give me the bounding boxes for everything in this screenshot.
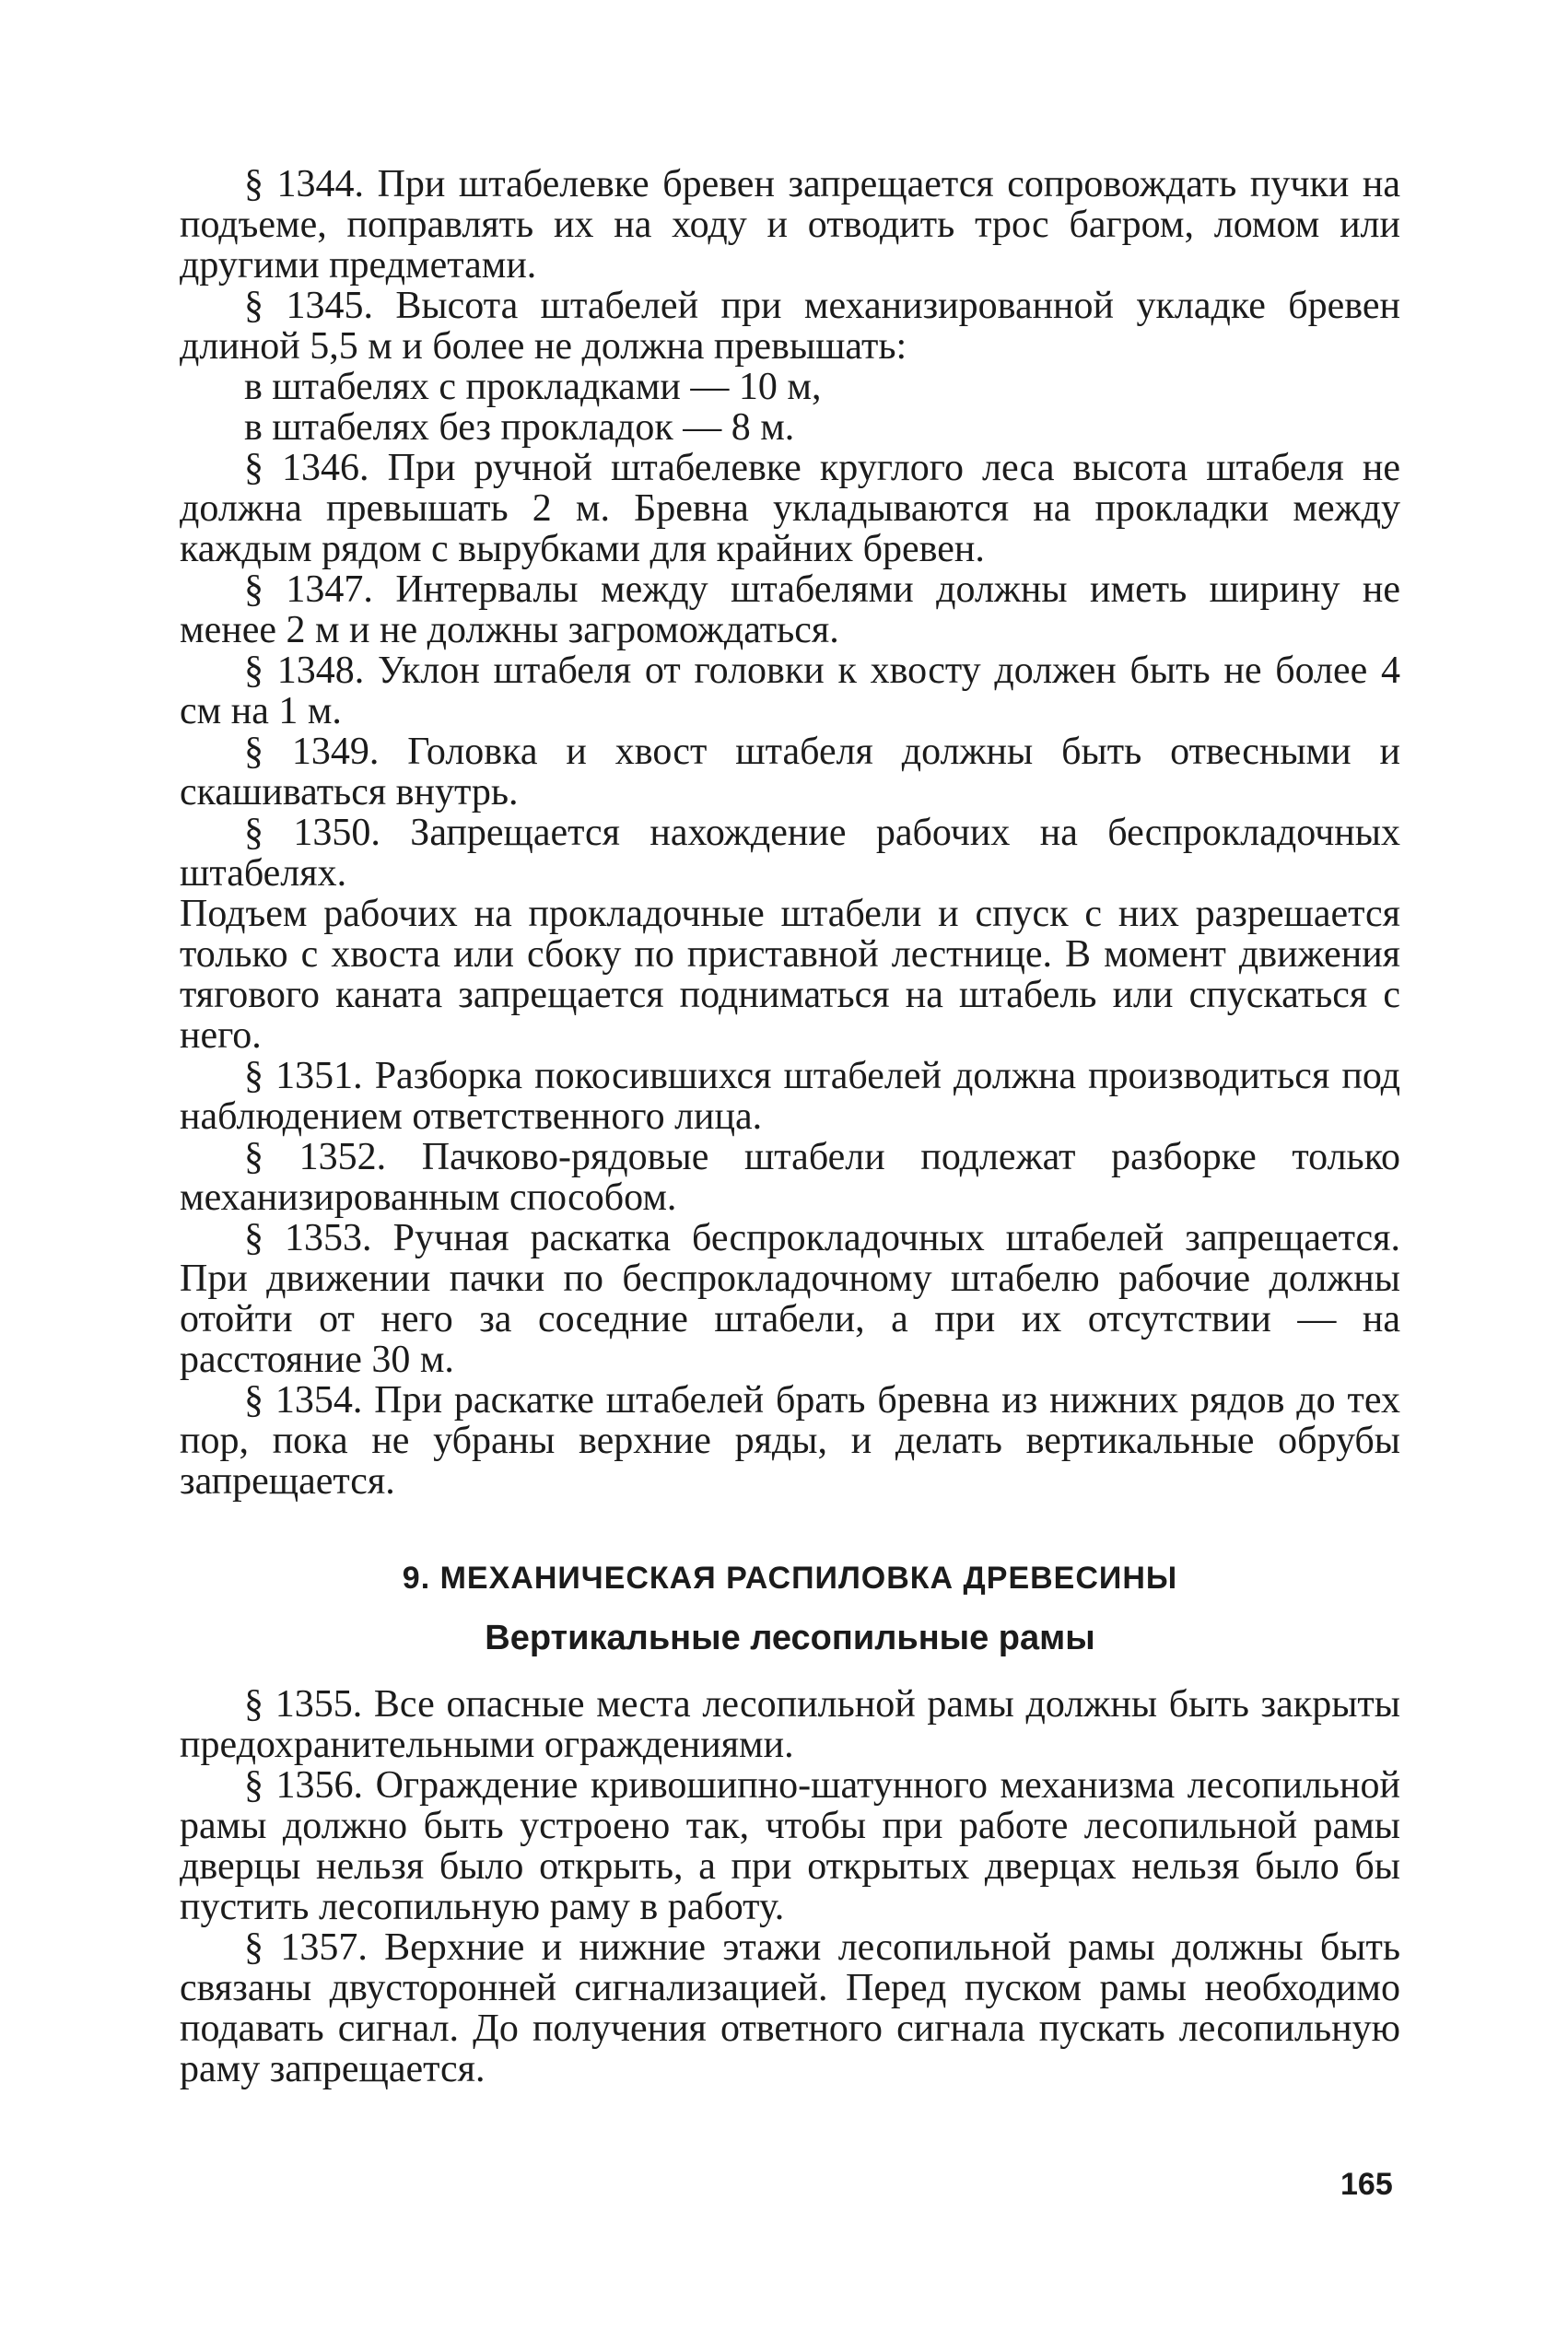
list-item-without-spacers: в штабелях без прокладок — 8 м. <box>244 406 795 449</box>
paragraph-1349: § 1349. Головка и хвост штабеля должны быть отвесными и скашиваться внутрь. <box>180 731 1400 813</box>
paragraph-1351: § 1351. Разборка покосившихся штабелей должна производиться под наблюдением ответственного лица. <box>180 1055 1400 1138</box>
paragraph-1347: § 1347. Интервалы между штабелями должны иметь ширину не менее 2 м и не должны загромождаться. <box>180 568 1400 651</box>
paragraph-1350: § 1350. Запрещается нахождение рабочих на беспрокладочных штабелях. <box>180 812 1400 895</box>
paragraph-1355: § 1355. Все опасные места лесопильной рамы должны быть закрыты предохранительными ограждениями. <box>180 1683 1400 1766</box>
page-number: 165 <box>1340 2167 1393 2202</box>
paragraph-1354: § 1354. При раскатке штабелей брать бревна из нижних рядов до тех пор, пока не убраны верхние ряды, и делать вертикальные обрубы запрещается. <box>180 1379 1400 1503</box>
paragraph-1357: § 1357. Верхние и нижние этажи лесопильной рамы должны быть связаны двусторонней сигнализацией. Перед пуском рамы необходимо подавать сигнал. До получения ответного сигнала пускать лесопильную раму запрещается. <box>180 1926 1400 2090</box>
paragraph-1345: § 1345. Высота штабелей при механизированной укладке бревен длиной 5,5 м и более не должна превышать: <box>180 285 1400 368</box>
paragraph-1344: § 1344. При штабелевке бревен запрещается сопровождать пучки на подъеме, поправлять их на ходу и отводить трос багром, ломом или другими предметами. <box>180 163 1400 287</box>
paragraph-1348: § 1348. Уклон штабеля от головки к хвосту должен быть не более 4 см на 1 м. <box>180 650 1400 732</box>
document-page <box>180 164 1400 2089</box>
paragraph-1356: § 1356. Ограждение кривошипно-шатунного механизма лесопильной рамы должно быть устроено так, чтобы при работе лесопильной рамы дверцы нельзя было открыть, а при открытых дверцах нельзя было бы пустить лесопильную раму в работу. <box>180 1764 1400 1928</box>
subsection-heading: Вертикальные лесопильные рамы <box>485 1619 1095 1657</box>
paragraph-1350-continued: Подъем рабочих на прокладочные штабели и спуск с них разрешается только с хвоста или сбоку по приставной лестнице. В момент движения тягового каната запрещается подниматься на штабель или спускаться с него. <box>180 893 1400 1057</box>
section-heading: 9. МЕХАНИЧЕСКАЯ РАСПИЛОВКА ДРЕВЕСИНЫ <box>402 1561 1178 1596</box>
paragraph-1353: § 1353. Ручная раскатка беспрокладочных штабелей запрещается. При движении пачки по беспрокладочному штабелю рабочие должны отойти от него за соседние штабели, а при их отсутствии — на расстояние 30 м. <box>180 1217 1400 1381</box>
paragraph-1352: § 1352. Пачково-рядовые штабели подлежат разборке только механизированным способом. <box>180 1136 1400 1219</box>
list-item-with-spacers: в штабелях с прокладками — 10 м, <box>244 366 822 408</box>
paragraph-1346: § 1346. При ручной штабелевке круглого леса высота штабеля не должна превышать 2 м. Бревна укладываются на прокладки между каждым рядом с вырубками для крайних бревен. <box>180 447 1400 570</box>
